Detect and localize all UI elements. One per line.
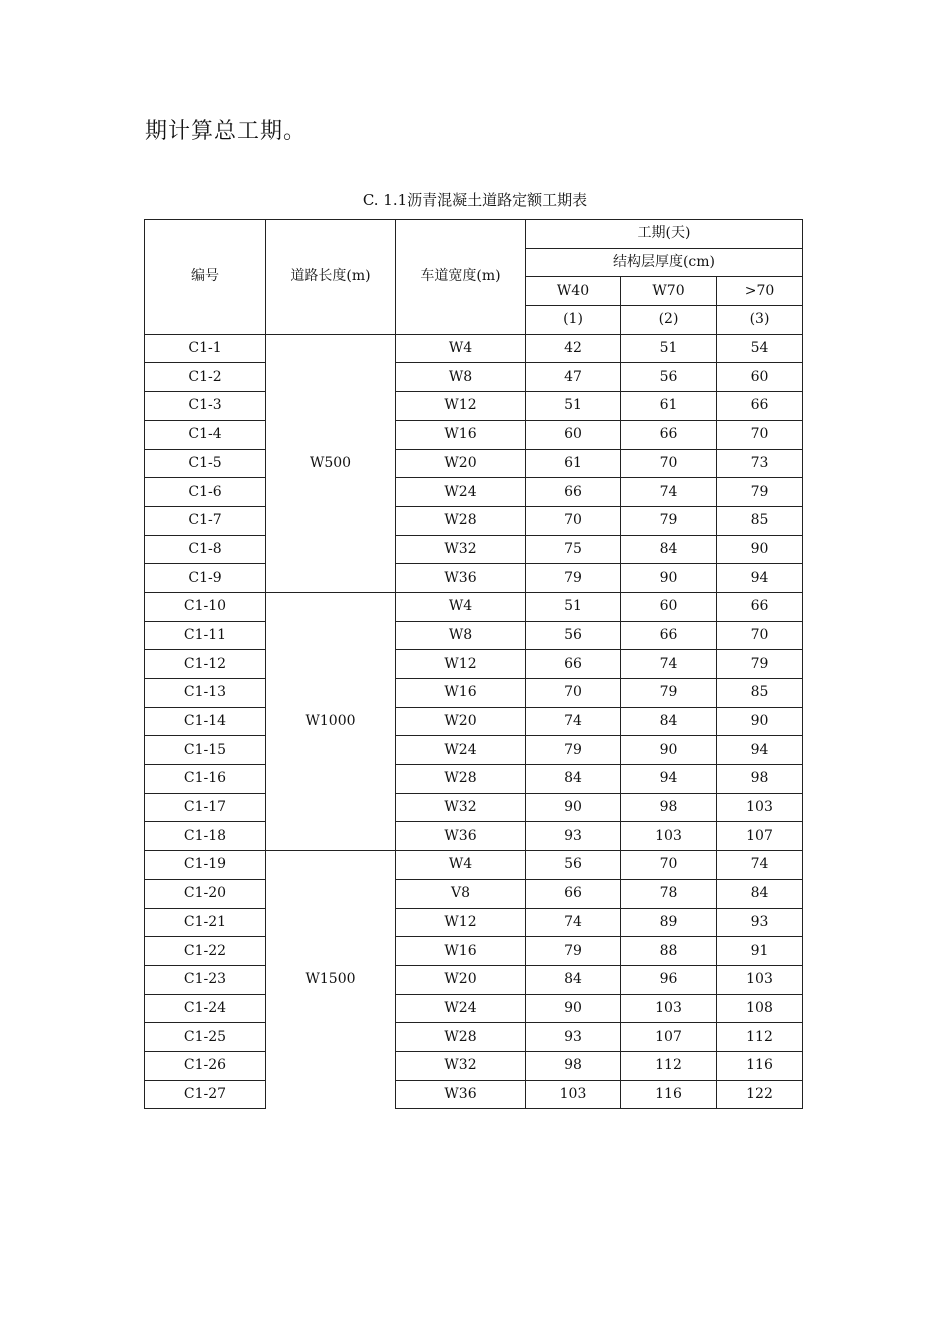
table-row xyxy=(145,535,803,564)
table-caption: C. 1.1沥青混凝土道路定额工期表 xyxy=(362,191,588,209)
header-duration: 工期(天) xyxy=(526,220,803,249)
duration-w70: 90 xyxy=(621,564,717,593)
lane-width-cell: W16 xyxy=(396,420,526,449)
duration-w70: 70 xyxy=(621,449,717,478)
lead-paragraph: 期计算总工期。 xyxy=(145,119,307,144)
lane-width-cell: W8 xyxy=(396,363,526,392)
table-row xyxy=(145,621,803,650)
lane-width-cell: W24 xyxy=(396,994,526,1023)
table-row xyxy=(145,420,803,449)
lane-width-cell: W24 xyxy=(396,478,526,507)
row-code: C1-3 xyxy=(145,392,266,421)
lane-width-cell: W32 xyxy=(396,1051,526,1080)
duration-w70: 61 xyxy=(621,392,717,421)
lane-width-cell: W24 xyxy=(396,736,526,765)
duration-w70: 56 xyxy=(621,363,717,392)
row-code: C1-20 xyxy=(145,879,266,908)
road-length-cell: W500 xyxy=(266,334,396,592)
duration-w40: 66 xyxy=(526,478,621,507)
duration-w40: 79 xyxy=(526,564,621,593)
duration-w70: 51 xyxy=(621,334,717,363)
road-length-cell: W1500 xyxy=(266,851,396,1109)
duration-gt70: 91 xyxy=(717,937,803,966)
table-row xyxy=(145,392,803,421)
table-row xyxy=(145,822,803,851)
duration-w70: 89 xyxy=(621,908,717,937)
duration-table xyxy=(144,219,803,1109)
row-code: C1-11 xyxy=(145,621,266,650)
row-code: C1-6 xyxy=(145,478,266,507)
duration-w40: 75 xyxy=(526,535,621,564)
duration-gt70: 54 xyxy=(717,334,803,363)
duration-gt70: 103 xyxy=(717,793,803,822)
table-row xyxy=(145,334,803,363)
table-row xyxy=(145,564,803,593)
duration-w70: 78 xyxy=(621,879,717,908)
table-row xyxy=(145,908,803,937)
table-row xyxy=(145,1051,803,1080)
duration-w70: 84 xyxy=(621,707,717,736)
duration-w70: 116 xyxy=(621,1080,717,1109)
table-row xyxy=(145,650,803,679)
duration-w70: 96 xyxy=(621,965,717,994)
table-row xyxy=(145,506,803,535)
lane-width-cell: W20 xyxy=(396,707,526,736)
duration-gt70: 66 xyxy=(717,592,803,621)
lane-width-cell: W4 xyxy=(396,334,526,363)
row-code: C1-19 xyxy=(145,851,266,880)
row-code: C1-22 xyxy=(145,937,266,966)
duration-w40: 90 xyxy=(526,793,621,822)
duration-w40: 60 xyxy=(526,420,621,449)
row-code: C1-14 xyxy=(145,707,266,736)
row-code: C1-15 xyxy=(145,736,266,765)
table-row xyxy=(145,736,803,765)
row-code: C1-12 xyxy=(145,650,266,679)
header-thickness-w40: W40 xyxy=(526,277,621,306)
header-index-1: (1) xyxy=(526,306,621,335)
duration-w70: 79 xyxy=(621,506,717,535)
table-row xyxy=(145,1080,803,1109)
table-row xyxy=(145,937,803,966)
lane-width-cell: V8 xyxy=(396,879,526,908)
duration-w40: 51 xyxy=(526,592,621,621)
lane-width-cell: W12 xyxy=(396,392,526,421)
duration-gt70: 79 xyxy=(717,650,803,679)
lane-width-cell: W36 xyxy=(396,822,526,851)
table-row xyxy=(145,449,803,478)
row-code: C1-23 xyxy=(145,965,266,994)
duration-gt70: 74 xyxy=(717,851,803,880)
table-row xyxy=(145,879,803,908)
row-code: C1-21 xyxy=(145,908,266,937)
lane-width-cell: W28 xyxy=(396,1023,526,1052)
lane-width-cell: W28 xyxy=(396,506,526,535)
header-index-3: (3) xyxy=(717,306,803,335)
header-index-2: (2) xyxy=(621,306,717,335)
duration-w40: 79 xyxy=(526,937,621,966)
duration-w70: 94 xyxy=(621,765,717,794)
table-row xyxy=(145,707,803,736)
duration-w70: 84 xyxy=(621,535,717,564)
duration-gt70: 79 xyxy=(717,478,803,507)
header-road-length: 道路长度(m) xyxy=(266,220,396,335)
row-code: C1-25 xyxy=(145,1023,266,1052)
duration-w70: 79 xyxy=(621,679,717,708)
row-code: C1-17 xyxy=(145,793,266,822)
duration-w40: 103 xyxy=(526,1080,621,1109)
duration-gt70: 103 xyxy=(717,965,803,994)
duration-gt70: 90 xyxy=(717,707,803,736)
duration-gt70: 73 xyxy=(717,449,803,478)
duration-gt70: 116 xyxy=(717,1051,803,1080)
duration-w40: 79 xyxy=(526,736,621,765)
lane-width-cell: W4 xyxy=(396,592,526,621)
row-code: C1-5 xyxy=(145,449,266,478)
lane-width-cell: W4 xyxy=(396,851,526,880)
duration-w70: 74 xyxy=(621,478,717,507)
row-code: C1-24 xyxy=(145,994,266,1023)
duration-w40: 90 xyxy=(526,994,621,1023)
duration-w70: 66 xyxy=(621,420,717,449)
duration-w40: 47 xyxy=(526,363,621,392)
table-row xyxy=(145,793,803,822)
table-row xyxy=(145,1023,803,1052)
header-code: 编号 xyxy=(145,220,266,335)
header-thickness-gt70: >70 xyxy=(717,277,803,306)
duration-gt70: 66 xyxy=(717,392,803,421)
row-code: C1-18 xyxy=(145,822,266,851)
table-row xyxy=(145,592,803,621)
duration-w40: 42 xyxy=(526,334,621,363)
duration-w70: 90 xyxy=(621,736,717,765)
duration-w40: 84 xyxy=(526,965,621,994)
duration-gt70: 122 xyxy=(717,1080,803,1109)
row-code: C1-4 xyxy=(145,420,266,449)
duration-gt70: 60 xyxy=(717,363,803,392)
lane-width-cell: W28 xyxy=(396,765,526,794)
table-row xyxy=(145,851,803,880)
table-row xyxy=(145,994,803,1023)
duration-w40: 66 xyxy=(526,650,621,679)
duration-w70: 74 xyxy=(621,650,717,679)
header-lane-width: 车道宽度(m) xyxy=(396,220,526,335)
row-code: C1-7 xyxy=(145,506,266,535)
duration-gt70: 108 xyxy=(717,994,803,1023)
duration-gt70: 90 xyxy=(717,535,803,564)
row-code: C1-9 xyxy=(145,564,266,593)
lane-width-cell: W20 xyxy=(396,449,526,478)
duration-w70: 60 xyxy=(621,592,717,621)
duration-gt70: 107 xyxy=(717,822,803,851)
lane-width-cell: W20 xyxy=(396,965,526,994)
header-thickness-w70: W70 xyxy=(621,277,717,306)
duration-w40: 74 xyxy=(526,908,621,937)
row-code: C1-2 xyxy=(145,363,266,392)
duration-gt70: 94 xyxy=(717,564,803,593)
duration-w40: 93 xyxy=(526,822,621,851)
lane-width-cell: W32 xyxy=(396,793,526,822)
duration-w70: 103 xyxy=(621,822,717,851)
row-code: C1-16 xyxy=(145,765,266,794)
lane-width-cell: W16 xyxy=(396,679,526,708)
duration-gt70: 84 xyxy=(717,879,803,908)
table-row xyxy=(145,478,803,507)
duration-gt70: 85 xyxy=(717,506,803,535)
table-row xyxy=(145,965,803,994)
duration-w70: 112 xyxy=(621,1051,717,1080)
lane-width-cell: W32 xyxy=(396,535,526,564)
table-row xyxy=(145,363,803,392)
duration-gt70: 94 xyxy=(717,736,803,765)
duration-w40: 56 xyxy=(526,851,621,880)
duration-w70: 98 xyxy=(621,793,717,822)
lane-width-cell: W12 xyxy=(396,908,526,937)
duration-w40: 61 xyxy=(526,449,621,478)
duration-gt70: 70 xyxy=(717,420,803,449)
duration-gt70: 112 xyxy=(717,1023,803,1052)
lane-width-cell: W8 xyxy=(396,621,526,650)
duration-w40: 56 xyxy=(526,621,621,650)
duration-gt70: 93 xyxy=(717,908,803,937)
lane-width-cell: W36 xyxy=(396,1080,526,1109)
duration-w40: 98 xyxy=(526,1051,621,1080)
lane-width-cell: W12 xyxy=(396,650,526,679)
row-code: C1-8 xyxy=(145,535,266,564)
duration-gt70: 98 xyxy=(717,765,803,794)
duration-w70: 103 xyxy=(621,994,717,1023)
duration-gt70: 70 xyxy=(717,621,803,650)
row-code: C1-1 xyxy=(145,334,266,363)
header-row xyxy=(145,220,803,249)
table-row xyxy=(145,765,803,794)
duration-w40: 74 xyxy=(526,707,621,736)
duration-w70: 107 xyxy=(621,1023,717,1052)
duration-w40: 70 xyxy=(526,506,621,535)
road-length-cell: W1000 xyxy=(266,592,396,850)
lane-width-cell: W36 xyxy=(396,564,526,593)
row-code: C1-10 xyxy=(145,592,266,621)
header-thickness: 结构层厚度(cm) xyxy=(526,248,803,277)
duration-w70: 88 xyxy=(621,937,717,966)
duration-w70: 70 xyxy=(621,851,717,880)
duration-w40: 51 xyxy=(526,392,621,421)
duration-w40: 70 xyxy=(526,679,621,708)
duration-w40: 84 xyxy=(526,765,621,794)
lane-width-cell: W16 xyxy=(396,937,526,966)
table-row xyxy=(145,679,803,708)
duration-gt70: 85 xyxy=(717,679,803,708)
duration-w70: 66 xyxy=(621,621,717,650)
duration-w40: 93 xyxy=(526,1023,621,1052)
row-code: C1-26 xyxy=(145,1051,266,1080)
row-code: C1-13 xyxy=(145,679,266,708)
duration-w40: 66 xyxy=(526,879,621,908)
row-code: C1-27 xyxy=(145,1080,266,1109)
